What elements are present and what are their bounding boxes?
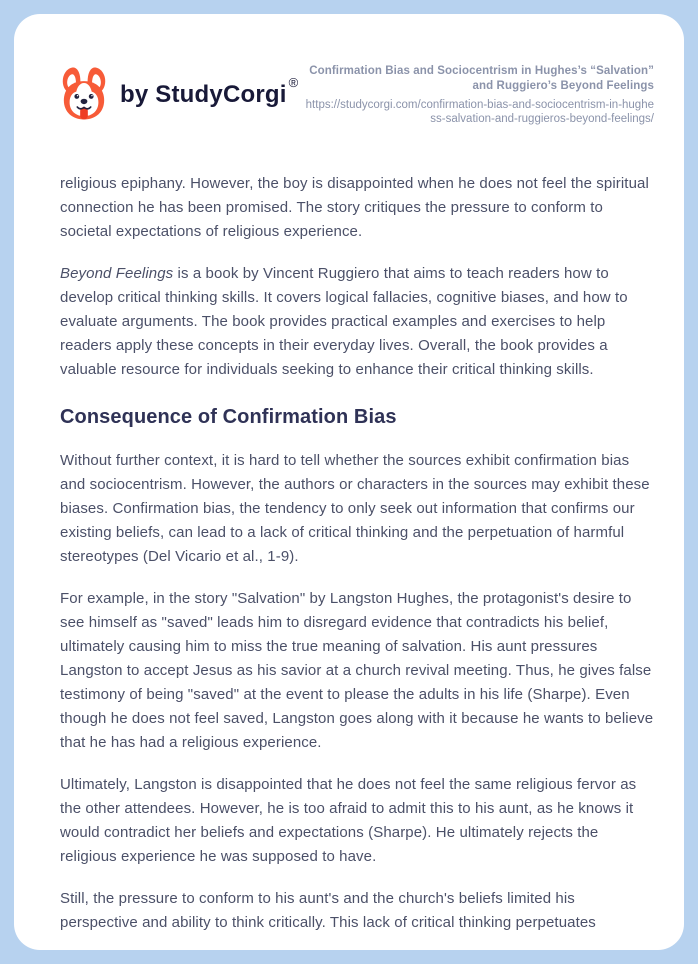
document-title: Confirmation Bias and Sociocentrism in Hughes’s “Salvation” and Ruggiero’s Beyond Feelings <box>309 65 654 92</box>
registered-trademark-symbol: ® <box>288 75 299 90</box>
brand-text: by StudyCorgi <box>120 81 287 108</box>
paragraph-text: Ultimately, Langston is disappointed that he does not feel the same religious fervor as the other attendees. However, he is too afraid to admit this to his aunt, as he knows it would contradict her beliefs and expectations (Sharpe). He ultimately rejects the religious experience he was supposed to have. <box>60 776 637 865</box>
paragraph-text: Still, the pressure to conform to his aunt's and the church's beliefs limited his perspective and ability to think critically. This lack of critical thinking perpetuates <box>60 890 596 931</box>
section-heading: Consequence of Confirmation Bias <box>60 406 397 428</box>
document-source-link[interactable]: https://studycorgi.com/confirmation-bias-and-sociocentrism-in-hughess-salvation-and-ruggieros-beyond-feelings/ <box>305 99 654 125</box>
paragraph <box>60 887 656 935</box>
paragraph <box>60 449 656 569</box>
paragraph-text: religious epiphany. However, the boy is disappointed when he does not feel the spiritual connection he has been promised. The story critiques the pressure to conform to societal expectations of religious experience. <box>60 175 649 240</box>
studycorgi-brand <box>60 66 298 124</box>
brand-label <box>120 75 299 109</box>
corgi-logo-icon <box>60 66 108 124</box>
paragraph-text: For example, in the story "Salvation" by Langston Hughes, the protagonist's desire to see himself as "saved" leads him to disregard evidence that contradicts his belief, ultimately causing him to miss the true meaning of salvation. His aunt pressures Langston to accept Jesus as his savior at a church revival meeting. Thus, he gives false testimony of being "saved" at the event to please the adults in his life (Sharpe). Even though he does not feel saved, Langston goes along with it because he wants to believe that he has had a religious experience. <box>60 590 654 751</box>
paragraph <box>60 773 656 869</box>
article-body <box>14 126 684 935</box>
paragraph-text: Without further context, it is hard to tell whether the sources exhibit confirmation bias and sociocentrism. However, the authors or characters in the sources may exhibit these biases. Confirmation bias, the tendency to only seek out information that confirms our existing beliefs, can lead to a lack of critical thinking and the perpetuation of harmful stereotypes (Del Vicario et al., 1-9). <box>60 452 650 565</box>
paragraph <box>60 172 656 244</box>
paragraph <box>60 587 656 755</box>
paragraph-italic-lead: Beyond Feelings <box>60 265 174 282</box>
document-page-card <box>14 14 684 950</box>
paragraph <box>60 262 656 382</box>
page-header <box>14 14 684 126</box>
paragraph-text: is a book by Vincent Ruggiero that aims to teach readers how to develop critical thinking skills. It covers logical fallacies, cognitive biases, and how to evaluate arguments. The book provides practical examples and exercises to help readers apply these concepts in their everyday lives. Overall, the book provides a valuable resource for individuals seeking to enhance their critical thinking skills. <box>60 265 628 378</box>
document-meta <box>304 64 654 126</box>
